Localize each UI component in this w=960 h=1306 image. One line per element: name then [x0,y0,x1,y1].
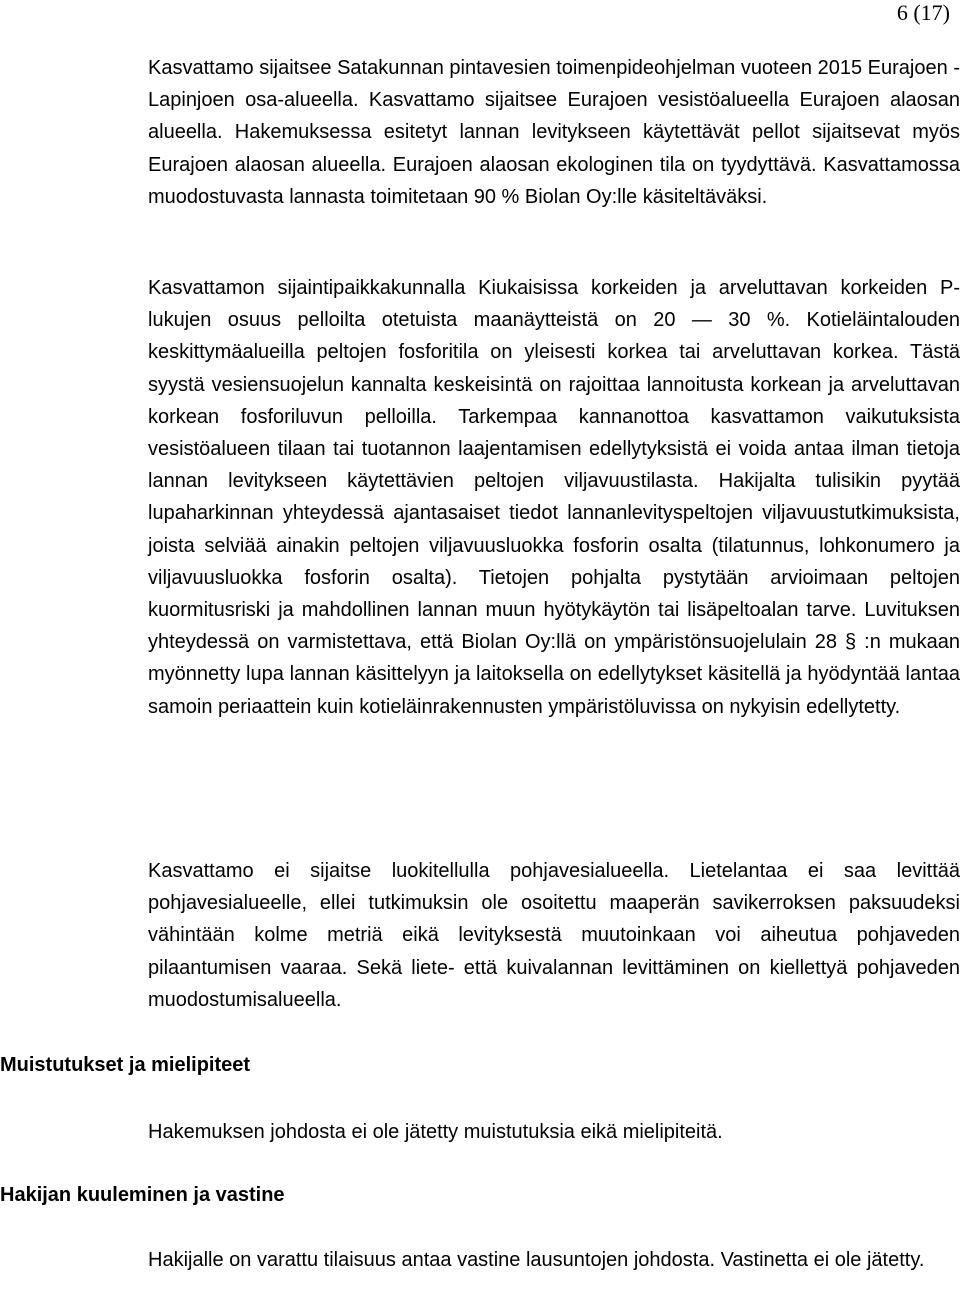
heading-kuuleminen: Hakijan kuuleminen ja vastine [0,1184,285,1206]
paragraph-vastine: Hakijalle on varattu tilaisuus antaa vastine lausuntojen johdosta. Vastinetta ei ole jätetty. [148,1249,925,1271]
paragraph-groundwater: Kasvattamo ei sijaitse luokitellulla pohjavesialueella. Lietelantaa ei saa levittää pohjavesialueelle, ellei tutkimuksin ole osoitettu maaperän savikerroksen paksuudeksi vähintään kolme metriä eikä levityksestä muutoinkaan voi aiheutua pohjaveden pilaantumisen vaaraa. Sekä liete- että kuivalannan levittäminen on kiellettyä pohjaveden muodostumisalueella. [148,860,960,1011]
page-number: 6 (17) [896,0,950,25]
paragraph-location: Kasvattamo sijaitsee Satakunnan pintavesien toimenpideohjelman vuoteen 2015 Eurajoen - Lapinjoen osa-alueella. Kasvattamo sijaitsee Eurajoen vesistöalueella Eurajoen alaosan alueella. Hakemuksessa esitetyt lannan levitykseen käytettävät pellot sijaitsevat myös Eurajoen alaosan alueella. Eurajoen alaosan ekologinen tila on tyydyttävä. Kasvattamossa muodostuvasta lannasta toimitetaan 90 % Biolan Oy:lle käsiteltäväksi. [148,57,960,208]
paragraph-phosphorus: Kasvattamon sijaintipaikkakunnalla Kiukaisissa korkeiden ja arveluttavan korkeiden P-lukujen osuus pelloilta otetuista maanäytteistä on 20 — 30 %. Kotieläintalouden keskittymäalueilla peltojen fosforitila on yleisesti korkea tai arveluttavan korkea. Tästä syystä vesiensuojelun kannalta keskeisintä on rajoittaa lannoitusta korkean ja arveluttavan korkean fosforiluvun pelloilla. Tarkempaa kannanottoa kasvattamon vaikutuksista vesistöalueen tilaan tai tuotannon laajentamisen edellytyksistä ei voida antaa ilman tietoja lannan levitykseen käytettävien peltojen viljavuustilasta. Hakijalta tulisikin pyytää lupaharkinnan yhteydessä ajantasaiset tiedot lannanlevityspeltojen viljavuustutkimuksista, joista selviää ainakin peltojen viljavuusluokka fosforin osalta (tilatunnus, lohkonumero ja viljavuusluokka fosforin osalta). Tietojen pohjalta pystytään arvioimaan peltojen kuormitusriski ja mahdollinen lannan muun hyötykäytön tai lisäpeltoalan tarve. Luvituksen yhteydessä on varmistettava, että Biolan Oy:llä on ympäristönsuojelulain 28 § :n mukaan myönnetty lupa lannan käsittelyyn ja laitoksella on edellytykset käsitellä ja hyödyntää lantaa samoin periaattein kuin kotieläinrakennusten ympäristöluvissa on nykyisin edellytetty. [148,277,960,718]
paragraph-muistutukset: Hakemuksen johdosta ei ole jätetty muistutuksia eikä mielipiteitä. [148,1121,723,1143]
heading-muistutukset: Muistutukset ja mielipiteet [0,1054,251,1076]
